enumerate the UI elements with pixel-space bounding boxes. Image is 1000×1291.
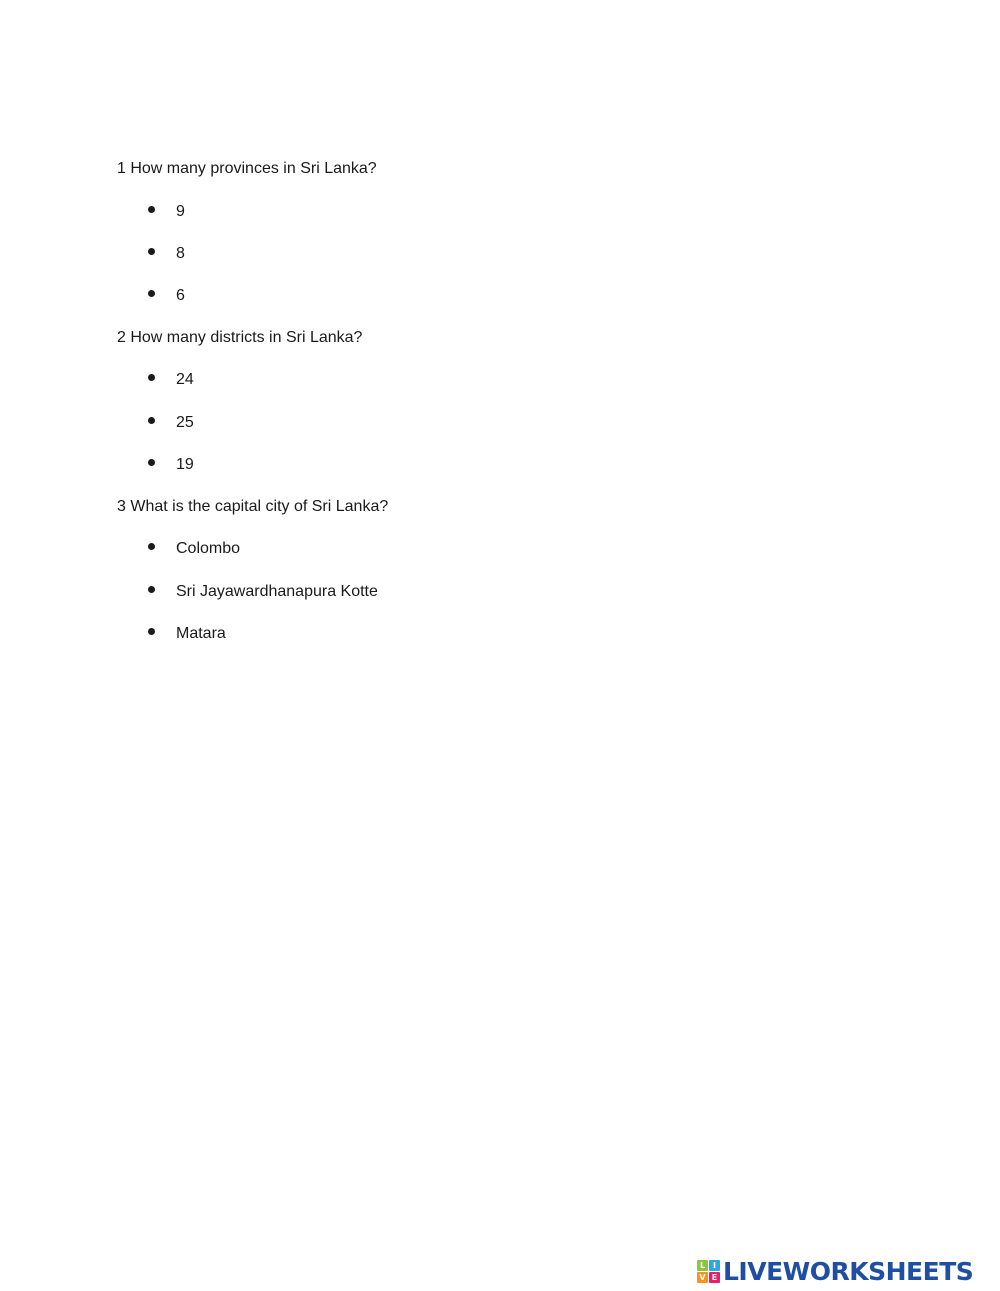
question-3-option-2: [148, 582, 378, 602]
question-1-option-1: [148, 202, 185, 222]
bullet-icon: [148, 248, 155, 255]
logo-block-e: E: [709, 1272, 720, 1283]
bullet-icon: [148, 459, 155, 466]
logo-block-v: V: [697, 1272, 708, 1283]
bullet-icon: [148, 586, 155, 593]
logo-block-l: L: [697, 1260, 708, 1271]
question-1: 1 How many provinces in Sri Lanka?: [117, 160, 377, 177]
question-2: 2 How many districts in Sri Lanka?: [117, 329, 363, 346]
question-3-option-3: [148, 624, 226, 644]
option-label: 8: [176, 245, 185, 262]
question-2-option-1: [148, 370, 194, 390]
bullet-icon: [148, 206, 155, 213]
option-label: Matara: [176, 625, 226, 642]
question-1-option-2: [148, 244, 185, 264]
option-label: 6: [176, 287, 185, 304]
bullet-icon: [148, 417, 155, 424]
question-3: 3 What is the capital city of Sri Lanka?: [117, 498, 389, 515]
option-label: Colombo: [176, 540, 241, 557]
question-1-option-3: [148, 286, 185, 306]
logo-text: LIVEWORKSHEETS: [723, 1256, 974, 1286]
bullet-icon: [148, 374, 155, 381]
question-2-option-3: [148, 455, 194, 475]
question-2-option-2: [148, 413, 194, 433]
liveworksheets-logo: [697, 1257, 973, 1285]
bullet-icon: [148, 290, 155, 297]
option-label: 25: [176, 414, 194, 431]
option-label: 19: [176, 456, 194, 473]
option-label: Sri Jayawardhanapura Kotte: [176, 583, 378, 600]
option-label: 24: [176, 371, 194, 388]
bullet-icon: [148, 628, 155, 635]
logo-blocks-icon: [697, 1260, 720, 1283]
question-3-option-1: [148, 539, 240, 559]
bullet-icon: [148, 543, 155, 550]
option-label: 9: [176, 203, 185, 220]
logo-block-i: I: [709, 1260, 720, 1271]
